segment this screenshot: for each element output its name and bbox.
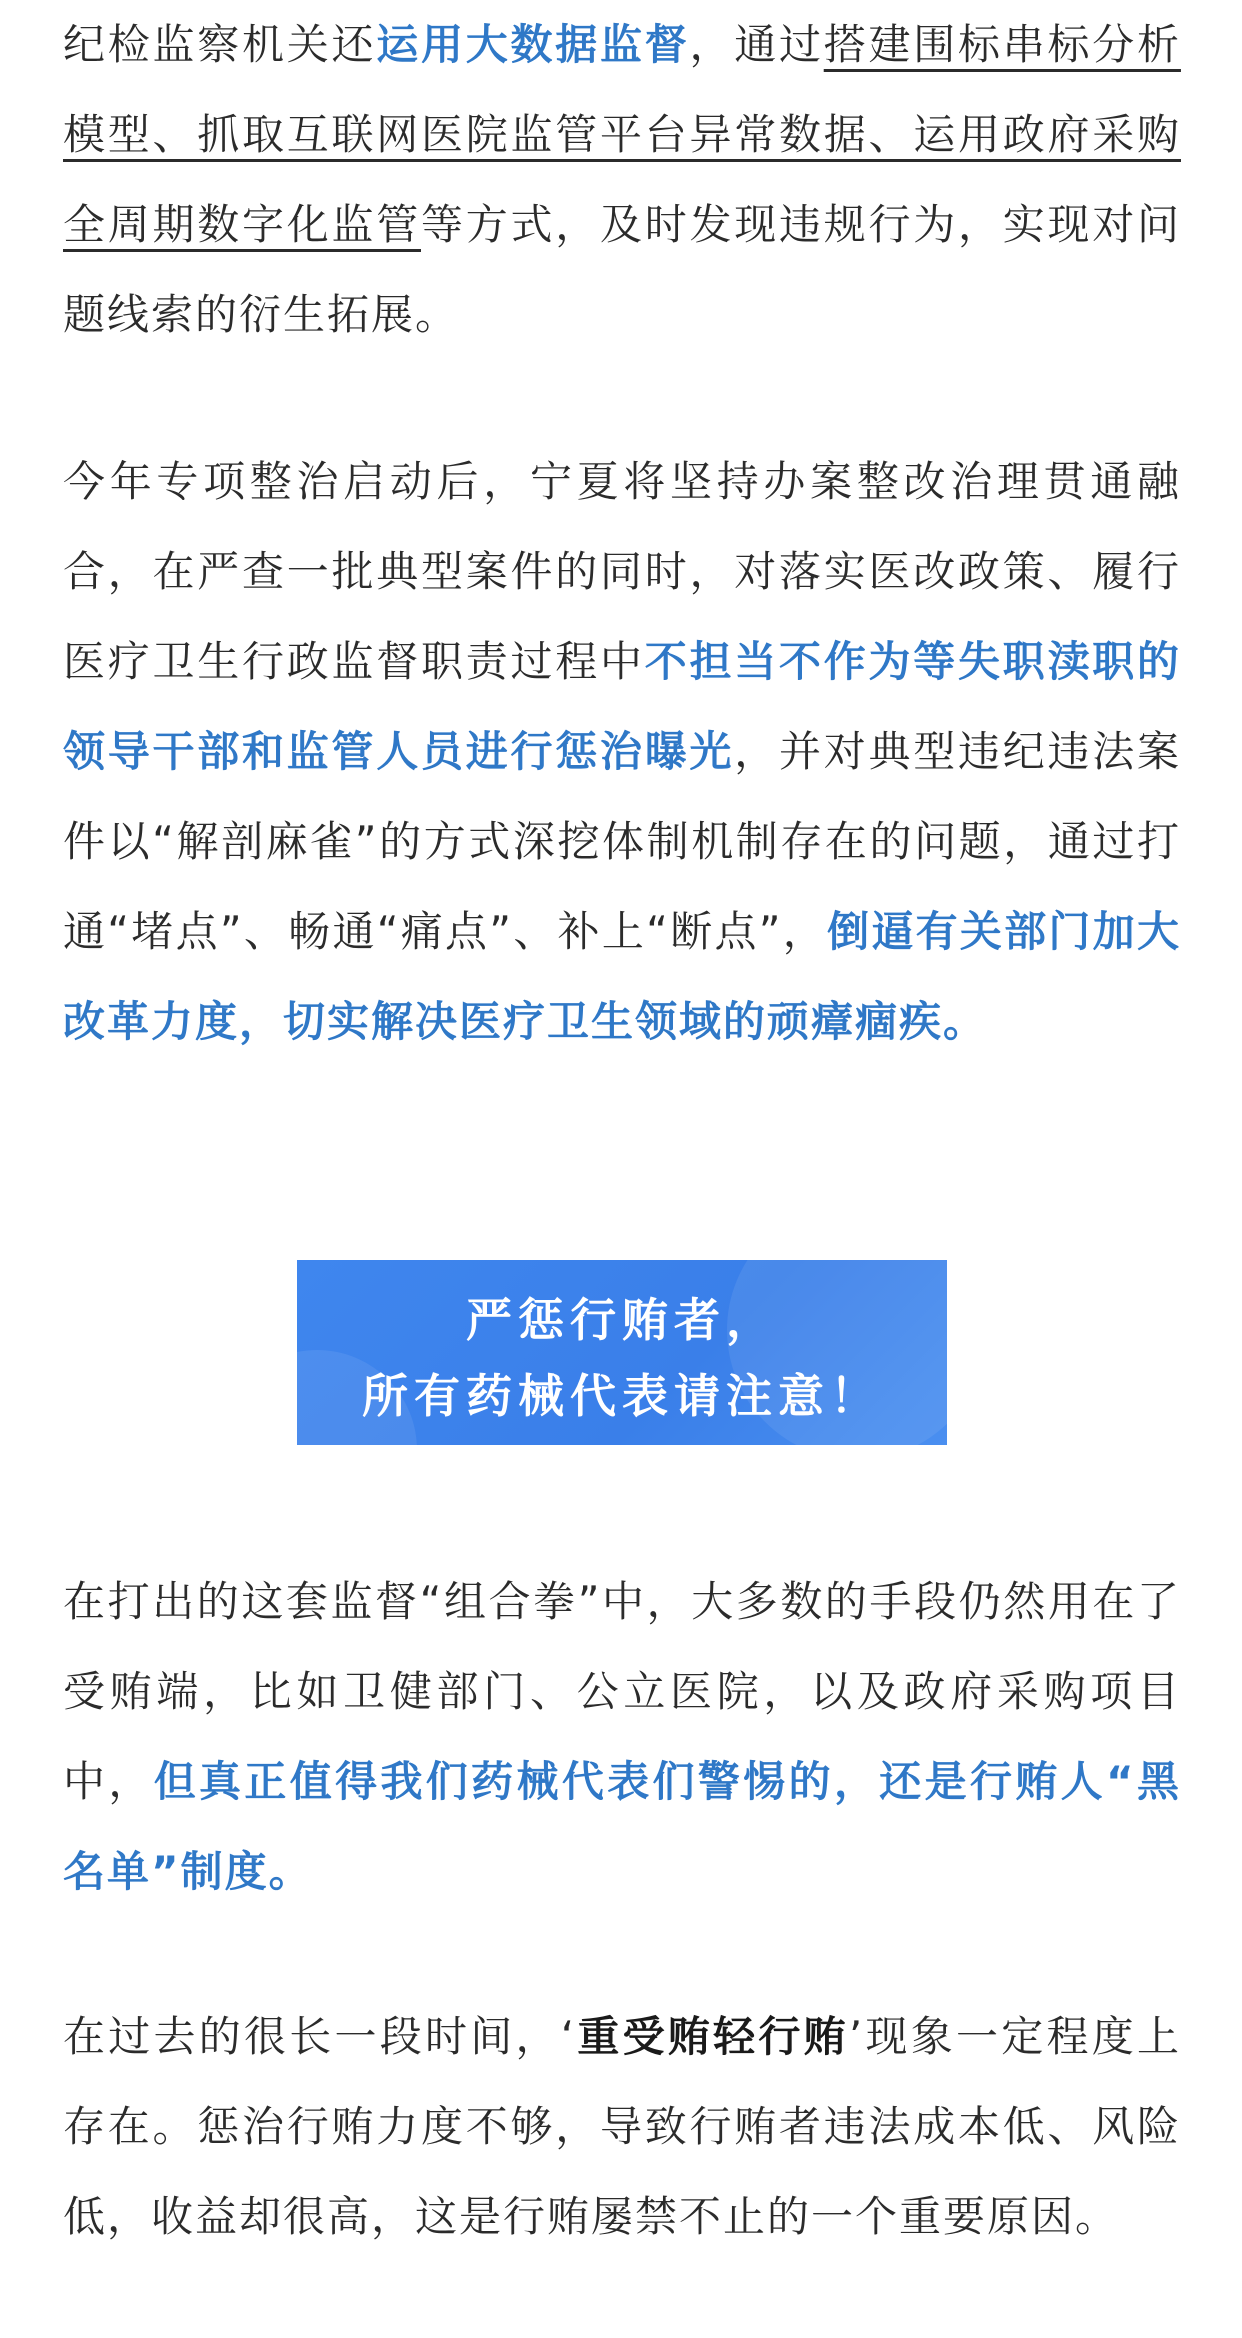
paragraph-1 bbox=[63, 0, 1181, 360]
highlight-reform: 倒逼有关部门加大改革力度，切实解决医疗卫生领域的顽瘴痼疾。 bbox=[63, 907, 1181, 1046]
paragraph-4-text: 在过去的很长一段时间，‘ bbox=[63, 2012, 577, 2061]
paragraph-1-text: 等方式，及时发现违规行为，实现对问题线索的衍生拓展。 bbox=[63, 200, 1181, 339]
banner-title-line-2: 所有药械代表请注意！ bbox=[362, 1369, 882, 1423]
paragraph-3-text: 在打出的这套监督“组合拳”中，大多数的手段仍然用在了受贿端，比如卫健部门、公立医院，以及政府采购项目中， bbox=[63, 1577, 1181, 1806]
highlight-accountability: 不担当不作为等失职渎职的领导干部和监管人员进行惩治曝光 bbox=[63, 637, 1181, 776]
paragraph-4-text: ’现象一定程度上存在。惩治行贿力度不够，导致行贿者违法成本低、风险低，收益却很高，这是行贿屡禁不止的一个重要原因。 bbox=[63, 2012, 1181, 2241]
banner-title-line-1: 严惩行贿者， bbox=[466, 1293, 778, 1347]
paragraph-1-text: ，通过 bbox=[689, 20, 824, 69]
bold-phrase: 重受贿轻行贿 bbox=[576, 2012, 849, 2061]
paragraph-2-text: 今年专项整治启动后，宁夏将坚持办案整改治理贯通融合，在严查一批典型案件的同时，对落实医改政策、履行医疗卫生行政监督职责过程中 bbox=[63, 457, 1181, 686]
paragraph-3 bbox=[63, 1557, 1181, 1917]
highlight-big-data-supervision: 运用大数据监督 bbox=[376, 20, 690, 69]
underlined-measures: 搭建围标串标分析模型、抓取互联网医院监管平台异常数据、运用政府采购全周期数字化监管 bbox=[63, 20, 1181, 249]
section-banner bbox=[297, 1260, 947, 1445]
paragraph-1-text: 纪检监察机关还 bbox=[63, 20, 377, 69]
paragraph-2 bbox=[63, 437, 1181, 1067]
paragraph-4 bbox=[63, 1992, 1181, 2262]
paragraph-2-text: ，并对典型违纪违法案件以“解剖麻雀”的方式深挖体制机制存在的问题，通过打通“堵点”、畅通“痛点”、补上“断点”， bbox=[63, 727, 1181, 956]
highlight-blacklist: 但真正值得我们药械代表们警惕的，还是行贿人“黑名单”制度。 bbox=[63, 1757, 1181, 1896]
